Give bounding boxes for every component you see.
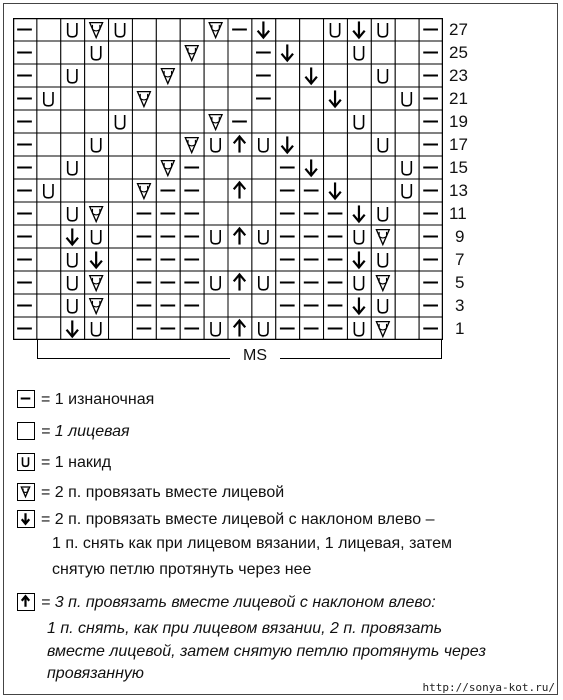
chart-cell-ssk-arrow-down-icon — [300, 64, 324, 87]
chart-cell-knit-cell — [109, 41, 133, 64]
chart-cell-purl-icon — [180, 294, 204, 317]
chart-cell-purl-icon — [324, 248, 348, 271]
chart-cell-purl-icon — [156, 294, 180, 317]
chart-cell-knit-cell — [228, 41, 252, 64]
chart-cell-purl-icon — [276, 294, 300, 317]
chart-cell-knit-cell — [300, 18, 324, 41]
chart-cell-knit-cell — [37, 202, 61, 225]
chart-cell-purl-icon — [276, 202, 300, 225]
legend-sk2p-text: = 3 п. провязать вместе лицевой с наклоном влево: — [41, 594, 436, 611]
chart-cell-yarn-over-icon — [371, 64, 395, 87]
chart-cell-purl-icon — [13, 133, 37, 156]
chart-cell-purl-icon — [228, 110, 252, 133]
row-label: 15 — [449, 158, 468, 177]
chart-cell-knit-cell — [61, 133, 85, 156]
chart-cell-knit-cell — [109, 64, 133, 87]
ms-repeat-label: MS — [230, 347, 280, 365]
chart-cell-ssk-arrow-down-icon — [300, 156, 324, 179]
chart-cell-knit-cell — [132, 156, 156, 179]
chart-cell-k2tog-icon — [180, 133, 204, 156]
chart-cell-ssk-arrow-down-icon — [347, 202, 371, 225]
chart-cell-k2tog-icon — [132, 179, 156, 202]
chart-cell-yarn-over-icon — [85, 41, 109, 64]
chart-cell-k2tog-icon — [85, 294, 109, 317]
chart-cell-purl-icon — [419, 110, 443, 133]
legend-symbol-svg — [18, 594, 33, 609]
chart-cell-k2tog-icon — [85, 202, 109, 225]
chart-cell-purl-icon — [228, 18, 252, 41]
chart-cell-yarn-over-icon — [395, 87, 419, 110]
chart-cell-purl-icon — [419, 294, 443, 317]
row-label: 1 — [455, 319, 465, 338]
chart-cell-purl-icon — [156, 248, 180, 271]
chart-cell-knit-cell — [371, 41, 395, 64]
legend-ssk — [17, 509, 434, 531]
chart-cell-knit-cell — [109, 225, 133, 248]
legend-symbol-svg — [18, 454, 33, 469]
chart-cell-knit-cell — [61, 41, 85, 64]
chart-cell-k2tog-icon — [371, 225, 395, 248]
chart-cell-purl-icon — [419, 133, 443, 156]
chart-cell-knit-cell — [395, 18, 419, 41]
chart-cell-purl-icon — [300, 271, 324, 294]
chart-cell-purl-icon — [276, 225, 300, 248]
chart-cell-knit-cell — [204, 87, 228, 110]
chart-cell-sk2p-arrow-up-icon — [228, 225, 252, 248]
chart-cell-knit-cell — [228, 202, 252, 225]
chart-cell-knit-cell — [204, 248, 228, 271]
chart-cell-purl-icon — [13, 317, 37, 340]
ssk-symbol-icon — [17, 510, 35, 528]
chart-cell-purl-icon — [324, 294, 348, 317]
chart-cell-yarn-over-icon — [371, 294, 395, 317]
chart-cell-k2tog-icon — [156, 64, 180, 87]
k2tog-symbol-icon — [17, 483, 35, 501]
chart-cell-purl-icon — [13, 41, 37, 64]
chart-cell-yarn-over-icon — [204, 133, 228, 156]
chart-cell-purl-icon — [132, 317, 156, 340]
chart-cell-yarn-over-icon — [371, 133, 395, 156]
chart-cell-purl-icon — [252, 64, 276, 87]
chart-cell-ssk-arrow-down-icon — [347, 294, 371, 317]
chart-cell-purl-icon — [156, 271, 180, 294]
chart-cell-purl-icon — [300, 202, 324, 225]
chart-cell-yarn-over-icon — [371, 248, 395, 271]
chart-cell-purl-icon — [132, 248, 156, 271]
chart-cell-purl-icon — [276, 179, 300, 202]
chart-cell-purl-icon — [180, 248, 204, 271]
chart-cell-yarn-over-icon — [252, 317, 276, 340]
chart-cell-knit-cell — [85, 87, 109, 110]
chart-cell-knit-cell — [132, 64, 156, 87]
chart-cell-yarn-over-icon — [109, 18, 133, 41]
chart-cell-knit-cell — [109, 133, 133, 156]
chart-cell-knit-cell — [37, 64, 61, 87]
chart-cell-knit-cell — [228, 248, 252, 271]
chart-cell-knit-cell — [395, 64, 419, 87]
chart-cell-purl-icon — [300, 179, 324, 202]
chart-cell-yarn-over-icon — [252, 271, 276, 294]
legend-sk2p-text-line3: вместе лицевой, затем снятую петлю протянуть через — [47, 643, 486, 660]
chart-cell-knit-cell — [324, 156, 348, 179]
chart-cell-purl-icon — [252, 87, 276, 110]
chart-cell-knit-cell — [276, 18, 300, 41]
chart-cell-ssk-arrow-down-icon — [324, 179, 348, 202]
chart-cell-ssk-arrow-down-icon — [276, 133, 300, 156]
chart-cell-yarn-over-icon — [85, 133, 109, 156]
chart-cell-knit-cell — [156, 87, 180, 110]
chart-cell-purl-icon — [180, 156, 204, 179]
knitting-chart — [13, 18, 443, 345]
purl-symbol-icon — [17, 390, 35, 408]
chart-cell-knit-cell — [85, 64, 109, 87]
chart-cell-purl-icon — [419, 248, 443, 271]
chart-cell-sk2p-arrow-up-icon — [228, 317, 252, 340]
yarn-over-symbol-icon — [17, 453, 35, 471]
chart-cell-purl-icon — [252, 41, 276, 64]
chart-cell-knit-cell — [395, 225, 419, 248]
legend-sk2p-text-line2: 1 п. снять, как при лицевом вязании, 2 п. провязать — [47, 620, 443, 637]
chart-cell-knit-cell — [395, 317, 419, 340]
chart-cell-k2tog-icon — [85, 18, 109, 41]
chart-cell-yarn-over-icon — [61, 156, 85, 179]
chart-cell-ssk-arrow-down-icon — [324, 87, 348, 110]
chart-cell-yarn-over-icon — [37, 87, 61, 110]
chart-cell-knit-cell — [37, 248, 61, 271]
chart-cell-knit-cell — [395, 294, 419, 317]
chart-cell-knit-cell — [61, 87, 85, 110]
chart-cell-knit-cell — [180, 18, 204, 41]
chart-cell-knit-cell — [347, 64, 371, 87]
chart-cell-knit-cell — [180, 87, 204, 110]
chart-cell-purl-icon — [419, 41, 443, 64]
chart-cell-knit-cell — [156, 133, 180, 156]
chart-cell-knit-cell — [395, 110, 419, 133]
chart-cell-yarn-over-icon — [61, 248, 85, 271]
chart-cell-knit-cell — [347, 156, 371, 179]
chart-grid — [13, 18, 443, 340]
chart-cell-knit-cell — [109, 202, 133, 225]
chart-cell-ssk-arrow-down-icon — [85, 248, 109, 271]
legend-symbol-svg — [18, 484, 33, 499]
chart-cell-k2tog-icon — [180, 41, 204, 64]
chart-cell-yarn-over-icon — [371, 202, 395, 225]
chart-cell-knit-cell — [85, 110, 109, 133]
chart-cell-knit-cell — [347, 133, 371, 156]
chart-cell-knit-cell — [37, 317, 61, 340]
chart-cell-purl-icon — [13, 271, 37, 294]
legend-ssk-text-line3: снятую петлю протянуть через нее — [52, 561, 312, 578]
chart-cell-k2tog-icon — [156, 156, 180, 179]
chart-cell-knit-cell — [300, 41, 324, 64]
chart-cell-purl-icon — [132, 202, 156, 225]
chart-cell-knit-cell — [132, 110, 156, 133]
chart-cell-yarn-over-icon — [324, 18, 348, 41]
chart-cell-yarn-over-icon — [61, 294, 85, 317]
chart-cell-purl-icon — [156, 225, 180, 248]
chart-cell-yarn-over-icon — [61, 18, 85, 41]
chart-cell-sk2p-arrow-up-icon — [228, 271, 252, 294]
chart-cell-knit-cell — [395, 248, 419, 271]
chart-cell-knit-cell — [347, 179, 371, 202]
chart-cell-knit-cell — [204, 64, 228, 87]
chart-cell-knit-cell — [371, 110, 395, 133]
chart-cell-k2tog-icon — [204, 18, 228, 41]
chart-cell-knit-cell — [347, 87, 371, 110]
chart-cell-knit-cell — [395, 133, 419, 156]
chart-cell-knit-cell — [132, 133, 156, 156]
chart-cell-knit-cell — [109, 294, 133, 317]
chart-cell-knit-cell — [37, 225, 61, 248]
chart-cell-purl-icon — [419, 18, 443, 41]
chart-cell-purl-icon — [419, 179, 443, 202]
chart-cell-knit-cell — [252, 294, 276, 317]
chart-cell-purl-icon — [180, 225, 204, 248]
chart-cell-yarn-over-icon — [204, 225, 228, 248]
chart-cell-yarn-over-icon — [395, 156, 419, 179]
chart-cell-ssk-arrow-down-icon — [276, 41, 300, 64]
legend-purl-text: = 1 изнаночная — [41, 391, 155, 408]
chart-cell-purl-icon — [13, 179, 37, 202]
chart-cell-ssk-arrow-down-icon — [347, 18, 371, 41]
chart-cell-knit-cell — [37, 41, 61, 64]
chart-cell-knit-cell — [204, 294, 228, 317]
chart-cell-knit-cell — [324, 110, 348, 133]
chart-cell-knit-cell — [204, 179, 228, 202]
chart-cell-purl-icon — [156, 202, 180, 225]
chart-cell-knit-cell — [180, 110, 204, 133]
chart-cell-knit-cell — [324, 133, 348, 156]
chart-cell-knit-cell — [300, 110, 324, 133]
chart-cell-purl-icon — [300, 294, 324, 317]
chart-cell-yarn-over-icon — [347, 317, 371, 340]
chart-cell-knit-cell — [395, 271, 419, 294]
chart-cell-purl-icon — [13, 202, 37, 225]
legend-k2tog — [17, 482, 284, 504]
chart-cell-knit-cell — [132, 18, 156, 41]
watermark-url: http://sonya-kot.ru/ — [422, 681, 555, 694]
chart-cell-yarn-over-icon — [61, 202, 85, 225]
legend-ssk-text: = 2 п. провязать вместе лицевой с наклоном влево – — [41, 511, 435, 528]
chart-cell-purl-icon — [324, 317, 348, 340]
chart-cell-knit-cell — [109, 87, 133, 110]
chart-cell-knit-cell — [61, 110, 85, 133]
chart-cell-knit-cell — [37, 18, 61, 41]
chart-cell-purl-icon — [276, 248, 300, 271]
chart-cell-knit-cell — [252, 202, 276, 225]
chart-cell-knit-cell — [109, 156, 133, 179]
chart-cell-yarn-over-icon — [61, 64, 85, 87]
chart-cell-k2tog-icon — [204, 110, 228, 133]
chart-cell-purl-icon — [13, 294, 37, 317]
chart-cell-k2tog-icon — [85, 271, 109, 294]
chart-cell-purl-icon — [132, 294, 156, 317]
chart-cell-purl-icon — [13, 248, 37, 271]
chart-cell-yarn-over-icon — [37, 179, 61, 202]
chart-cell-knit-cell — [37, 133, 61, 156]
chart-cell-purl-icon — [13, 87, 37, 110]
chart-cell-yarn-over-icon — [85, 317, 109, 340]
chart-cell-knit-cell — [252, 156, 276, 179]
chart-cell-purl-icon — [419, 225, 443, 248]
legend-sk2p-text-line4: провязанную — [47, 665, 144, 682]
chart-cell-purl-icon — [276, 271, 300, 294]
chart-cell-ssk-arrow-down-icon — [61, 317, 85, 340]
chart-cell-knit-cell — [85, 179, 109, 202]
chart-cell-yarn-over-icon — [85, 225, 109, 248]
row-label: 5 — [455, 273, 465, 292]
chart-cell-yarn-over-icon — [61, 271, 85, 294]
legend-purl — [17, 389, 154, 411]
chart-cell-purl-icon — [13, 64, 37, 87]
legend-yarn-over-text: = 1 накид — [41, 454, 112, 471]
chart-cell-knit-cell — [132, 41, 156, 64]
chart-cell-yarn-over-icon — [347, 110, 371, 133]
row-label: 13 — [449, 181, 468, 200]
row-label: 7 — [455, 250, 465, 269]
chart-cell-knit-cell — [85, 156, 109, 179]
chart-cell-purl-icon — [276, 317, 300, 340]
chart-cell-knit-cell — [37, 294, 61, 317]
chart-cell-yarn-over-icon — [347, 225, 371, 248]
knit-symbol-icon — [17, 422, 35, 440]
chart-cell-yarn-over-icon — [252, 133, 276, 156]
chart-cell-yarn-over-icon — [109, 110, 133, 133]
row-label: 3 — [455, 296, 465, 315]
chart-cell-knit-cell — [228, 64, 252, 87]
chart-cell-knit-cell — [228, 294, 252, 317]
chart-cell-knit-cell — [109, 248, 133, 271]
chart-cell-purl-icon — [13, 110, 37, 133]
chart-cell-yarn-over-icon — [204, 271, 228, 294]
chart-cell-knit-cell — [204, 156, 228, 179]
chart-cell-yarn-over-icon — [395, 179, 419, 202]
chart-cell-purl-icon — [419, 202, 443, 225]
chart-cell-purl-icon — [324, 271, 348, 294]
chart-cell-purl-icon — [13, 225, 37, 248]
chart-cell-knit-cell — [228, 87, 252, 110]
chart-cell-knit-cell — [276, 64, 300, 87]
chart-cell-purl-icon — [132, 225, 156, 248]
chart-cell-yarn-over-icon — [347, 41, 371, 64]
legend-symbol-svg — [18, 511, 33, 526]
chart-cell-knit-cell — [276, 110, 300, 133]
chart-cell-knit-cell — [204, 202, 228, 225]
chart-cell-sk2p-arrow-up-icon — [228, 179, 252, 202]
chart-cell-knit-cell — [109, 179, 133, 202]
chart-cell-purl-icon — [300, 248, 324, 271]
legend-symbol-svg — [18, 423, 33, 438]
chart-cell-purl-icon — [180, 271, 204, 294]
legend-yarn-over — [17, 452, 111, 474]
row-label: 27 — [449, 20, 468, 39]
row-label: 23 — [449, 66, 468, 85]
legend-knit-text: = 1 лицевая — [41, 423, 130, 440]
legend-ssk-text-line2: 1 п. снять как при лицевом вязании, 1 лицевая, затем — [52, 535, 452, 552]
chart-cell-sk2p-arrow-up-icon — [228, 133, 252, 156]
sk2p-symbol-icon — [17, 593, 35, 611]
chart-cell-purl-icon — [156, 179, 180, 202]
chart-cell-knit-cell — [61, 179, 85, 202]
chart-cell-purl-icon — [324, 202, 348, 225]
chart-cell-k2tog-icon — [371, 271, 395, 294]
chart-cell-purl-icon — [419, 87, 443, 110]
chart-cell-purl-icon — [324, 225, 348, 248]
chart-cell-knit-cell — [324, 41, 348, 64]
chart-cell-purl-icon — [300, 225, 324, 248]
chart-cell-purl-icon — [419, 156, 443, 179]
legend-k2tog-text: = 2 п. провязать вместе лицевой — [41, 484, 285, 501]
row-label: 21 — [449, 89, 468, 108]
chart-cell-knit-cell — [371, 179, 395, 202]
chart-cell-purl-icon — [132, 271, 156, 294]
chart-cell-k2tog-icon — [371, 317, 395, 340]
chart-cell-purl-icon — [156, 317, 180, 340]
chart-cell-knit-cell — [300, 133, 324, 156]
chart-cell-yarn-over-icon — [371, 18, 395, 41]
chart-cell-knit-cell — [37, 271, 61, 294]
chart-cell-knit-cell — [37, 156, 61, 179]
chart-cell-purl-icon — [419, 64, 443, 87]
chart-cell-ssk-arrow-down-icon — [347, 248, 371, 271]
chart-cell-knit-cell — [300, 87, 324, 110]
chart-cell-knit-cell — [156, 110, 180, 133]
legend-symbol-svg — [18, 391, 33, 406]
chart-cell-purl-icon — [419, 317, 443, 340]
chart-cell-yarn-over-icon — [347, 271, 371, 294]
legend-sk2p — [17, 592, 436, 614]
chart-cell-yarn-over-icon — [252, 225, 276, 248]
row-label: 25 — [449, 43, 468, 62]
row-label: 9 — [455, 227, 465, 246]
chart-cell-knit-cell — [371, 156, 395, 179]
chart-cell-knit-cell — [109, 317, 133, 340]
chart-cell-purl-icon — [13, 156, 37, 179]
chart-cell-knit-cell — [395, 202, 419, 225]
chart-cell-knit-cell — [324, 64, 348, 87]
chart-cell-knit-cell — [109, 271, 133, 294]
row-label: 19 — [449, 112, 468, 131]
chart-cell-knit-cell — [252, 248, 276, 271]
chart-cell-purl-icon — [180, 202, 204, 225]
chart-cell-knit-cell — [37, 110, 61, 133]
chart-cell-purl-icon — [419, 271, 443, 294]
chart-cell-k2tog-icon — [132, 87, 156, 110]
chart-cell-knit-cell — [180, 64, 204, 87]
chart-cell-yarn-over-icon — [204, 317, 228, 340]
chart-cell-purl-icon — [300, 317, 324, 340]
chart-cell-purl-icon — [180, 179, 204, 202]
chart-cell-purl-icon — [13, 18, 37, 41]
chart-cell-purl-icon — [180, 317, 204, 340]
chart-cell-knit-cell — [156, 18, 180, 41]
row-label: 17 — [449, 135, 468, 154]
chart-cell-knit-cell — [371, 87, 395, 110]
chart-cell-knit-cell — [228, 156, 252, 179]
chart-cell-purl-icon — [276, 156, 300, 179]
row-label: 11 — [449, 204, 467, 223]
chart-cell-knit-cell — [252, 110, 276, 133]
legend-knit — [17, 421, 130, 443]
chart-cell-knit-cell — [156, 41, 180, 64]
chart-cell-ssk-arrow-down-icon — [61, 225, 85, 248]
chart-cell-knit-cell — [276, 87, 300, 110]
chart-cell-knit-cell — [252, 179, 276, 202]
chart-cell-knit-cell — [395, 41, 419, 64]
chart-cell-ssk-arrow-down-icon — [252, 18, 276, 41]
chart-cell-knit-cell — [204, 41, 228, 64]
